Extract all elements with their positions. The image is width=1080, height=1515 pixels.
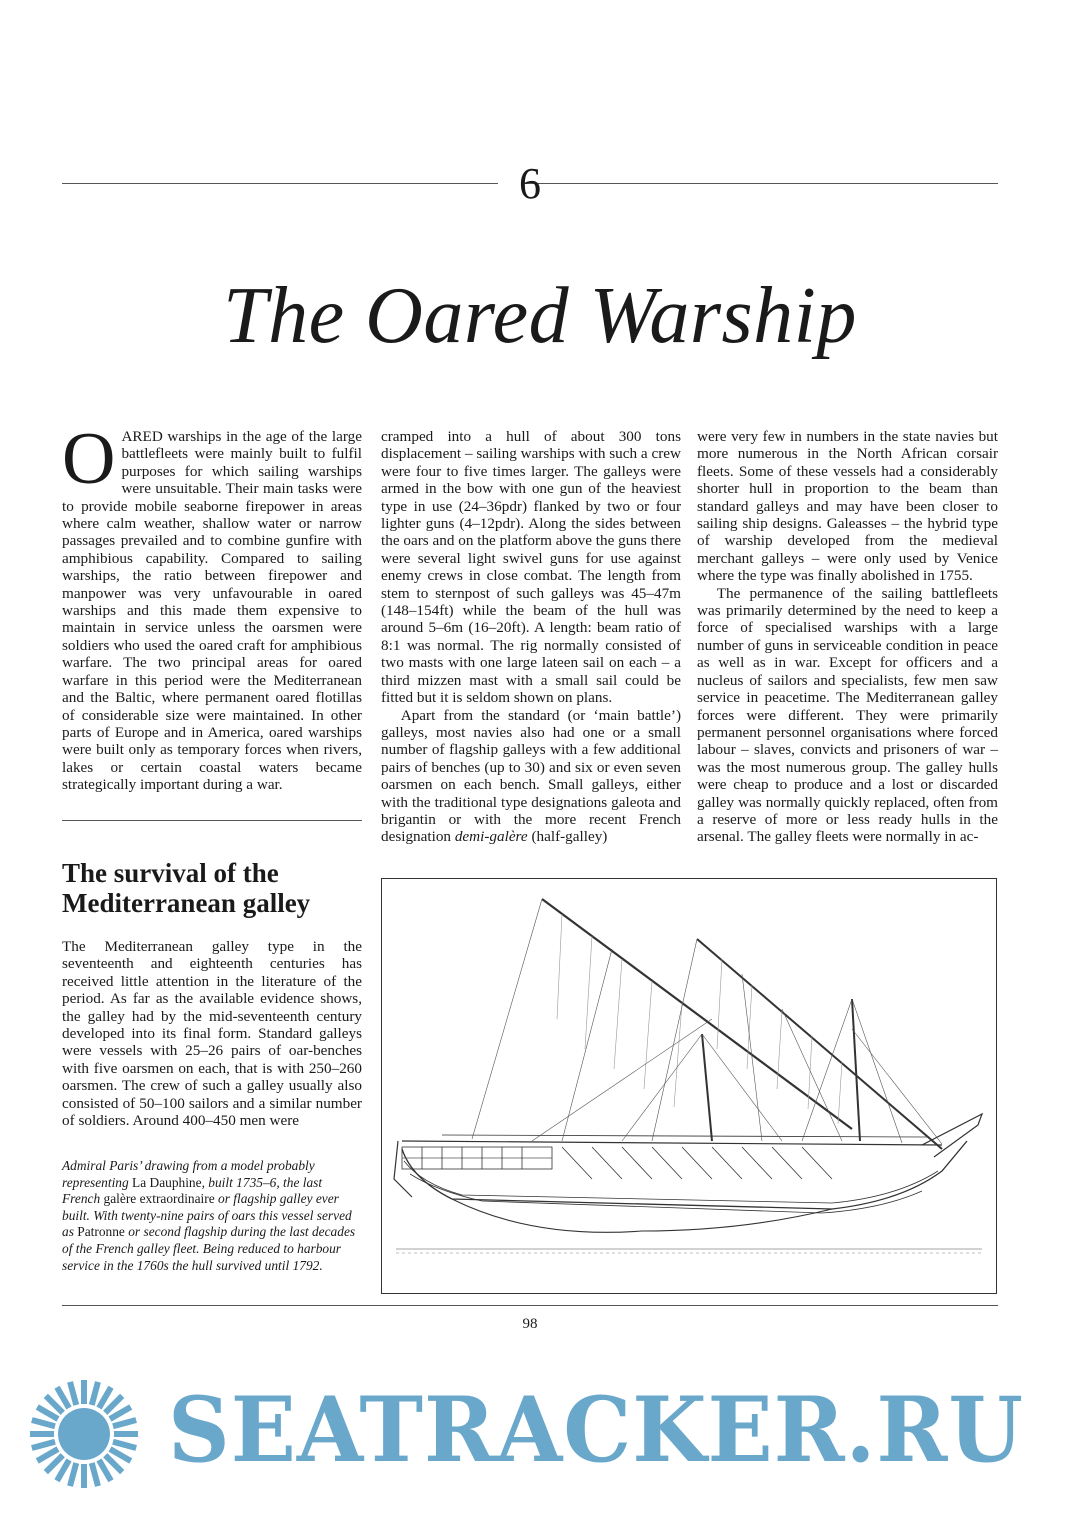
sun-ray [32,1442,55,1448]
col2-text: Apart from the standard (or ‘main battle’) galleys, most navies also had one or a small number of flagship galleys with a few additional pairs of benches (up to 30) and six or even seven oarsmen on each bench. Small galleys, either with the traditional type designations galeota and brigantin or with the more recent French designation [381,706,681,846]
watermark-text: SEATRACKER.RU [168,1377,1024,1483]
sun-ray [32,1420,55,1426]
col2-italic-term: demi-galère [454,828,528,846]
drop-cap: O [62,418,116,500]
intro-paragraph [62,418,362,794]
intro-column [62,418,362,794]
sun-ray [92,1463,98,1486]
caption-part: Admiral Paris’ drawing from a model probably representing [62,1158,315,1190]
chapter-number: 6 [519,159,541,208]
caption-ship-name: La Dauphine [132,1174,202,1190]
sun-ray [70,1463,76,1486]
col3-paragraph-2: The permanence of the sailing battlefleets was primarily determined by the need to keep a force of specialised warships with a large number of guns in serviceable condition in peace as well as in war. Except for officers and a nucleus of sailors and specialists, few men saw service in peacetime. The Mediterranean galley forces were different. They were primarily permanent personnel organisations where forced labour – slaves, convicts and prisoners of war – was the most numerous group. The galley hulls were cheap to produce and a lost or discarded galley was normally quickly replaced, often from a reserve of more or less ready hulls in the arsenal. The galley fleets were normally in ac- [697,584,998,846]
sun-ray [113,1420,136,1426]
figure-caption [62,1158,362,1274]
intro-text: ARED warships in the age of the large battlefleets were mainly built to fulfil purposes for which sailing warships were unsuitable. Their main tasks were to provide mobile seaborne firepower in areas where calm weather, shallow water or narrow passages prevailed and to combine gunfire with amphibious capability. Compared to sailing warships, the ratio between firepower and manpower was very unfavourable in oared warships and this made them expensive to maintain in service unless the oarsmen were soldiers who used the oared craft for amphibious warfare. The two principal areas for oared warfare in this period were the Mediterranean and the Baltic, where permanent oared flotillas of considerable size were maintained. In other parts of Europe and in America, oared warships were built only as temporary forces when rivers, lakes or certain coastal waters became strategically important during a war. [62,428,362,794]
col2-paragraph-1: cramped into a hull of about 300 tons displacement – sailing warships with such a crew were four to five times larger. The galleys were armed in the bow with one gun of the heaviest type in use (24–36pdr) flanked by two or four lighter guns (4–12pdr). Along the sides between the oars and on the platform above the guns there were several light swivel guns for use against enemy crews in close combat. The length from stem to sternpost of such galleys was 45–47m (148–154ft) while the beam of the hull was around 5–6m (16–20ft). A length: beam ratio of 8:1 was normal. The rig normally consisted of two masts with one large lateen sail on each – a third mizzen mast with a small sail could be fitted but it is seldom shown on plans. [381,428,681,707]
section-paragraph: The Mediterranean galley type in the seventeenth and eighteenth centuries has received little attention in the literature of the period. As far as the available evidence shows, the galley had by the mid-seventeenth century developed into its final form. Standard galleys were vessels with 25–26 pairs of oar-benches with five oarsmen on each, that is with 250–260 oarsmen. The crew of such a galley usually also consisted of 50–100 sailors and a similar number of soldiers. Around 400–450 men were [62,938,362,1130]
section-heading: The survival of the Mediterranean galley [62,858,311,918]
chapter-rule-right [524,183,998,184]
sun-ray [92,1382,98,1405]
caption-part: or second flagship during the last decades of the French galley fleet. Being reduced to harbour service in the 1760s the hull survived until 1792. [62,1224,356,1273]
caption-term: galère extraordinaire [103,1191,215,1207]
caption-part: or flagship galley ever built. With twenty-nine pairs of oars this vessel served as [62,1191,352,1240]
page-number: 98 [522,1316,538,1332]
chapter-title: The Oared Warship [223,272,857,360]
footer-rule [62,1305,998,1306]
col2-text: (half-galley) [527,828,608,846]
galley-drawing [382,879,996,1293]
sun-ray [70,1382,76,1405]
caption-term: Patronne [77,1224,125,1240]
chapter-rule-left [62,183,498,184]
section-column [62,938,362,1129]
col3-paragraph-1: were very few in numbers in the state navies but more numerous in the North African corsair fleets. Some of these vessels had a considerably shorter hull in proportion to the beam than standard galleys and may have been closer to sailing ship designs. Galeasses – the hybrid type of warship developed from the medieval merchant galleys – were only used by Venice where the type was finally abolished in 1755. [697,428,998,585]
body-column-3 [697,428,998,846]
galley-drawing-figure [381,878,997,1294]
sun-ray [113,1442,136,1448]
body-column-2 [381,428,681,846]
col2-paragraph-2 [381,707,681,846]
section-rule [62,820,362,821]
caption-part: , built 1735–6, the last French [62,1174,323,1207]
